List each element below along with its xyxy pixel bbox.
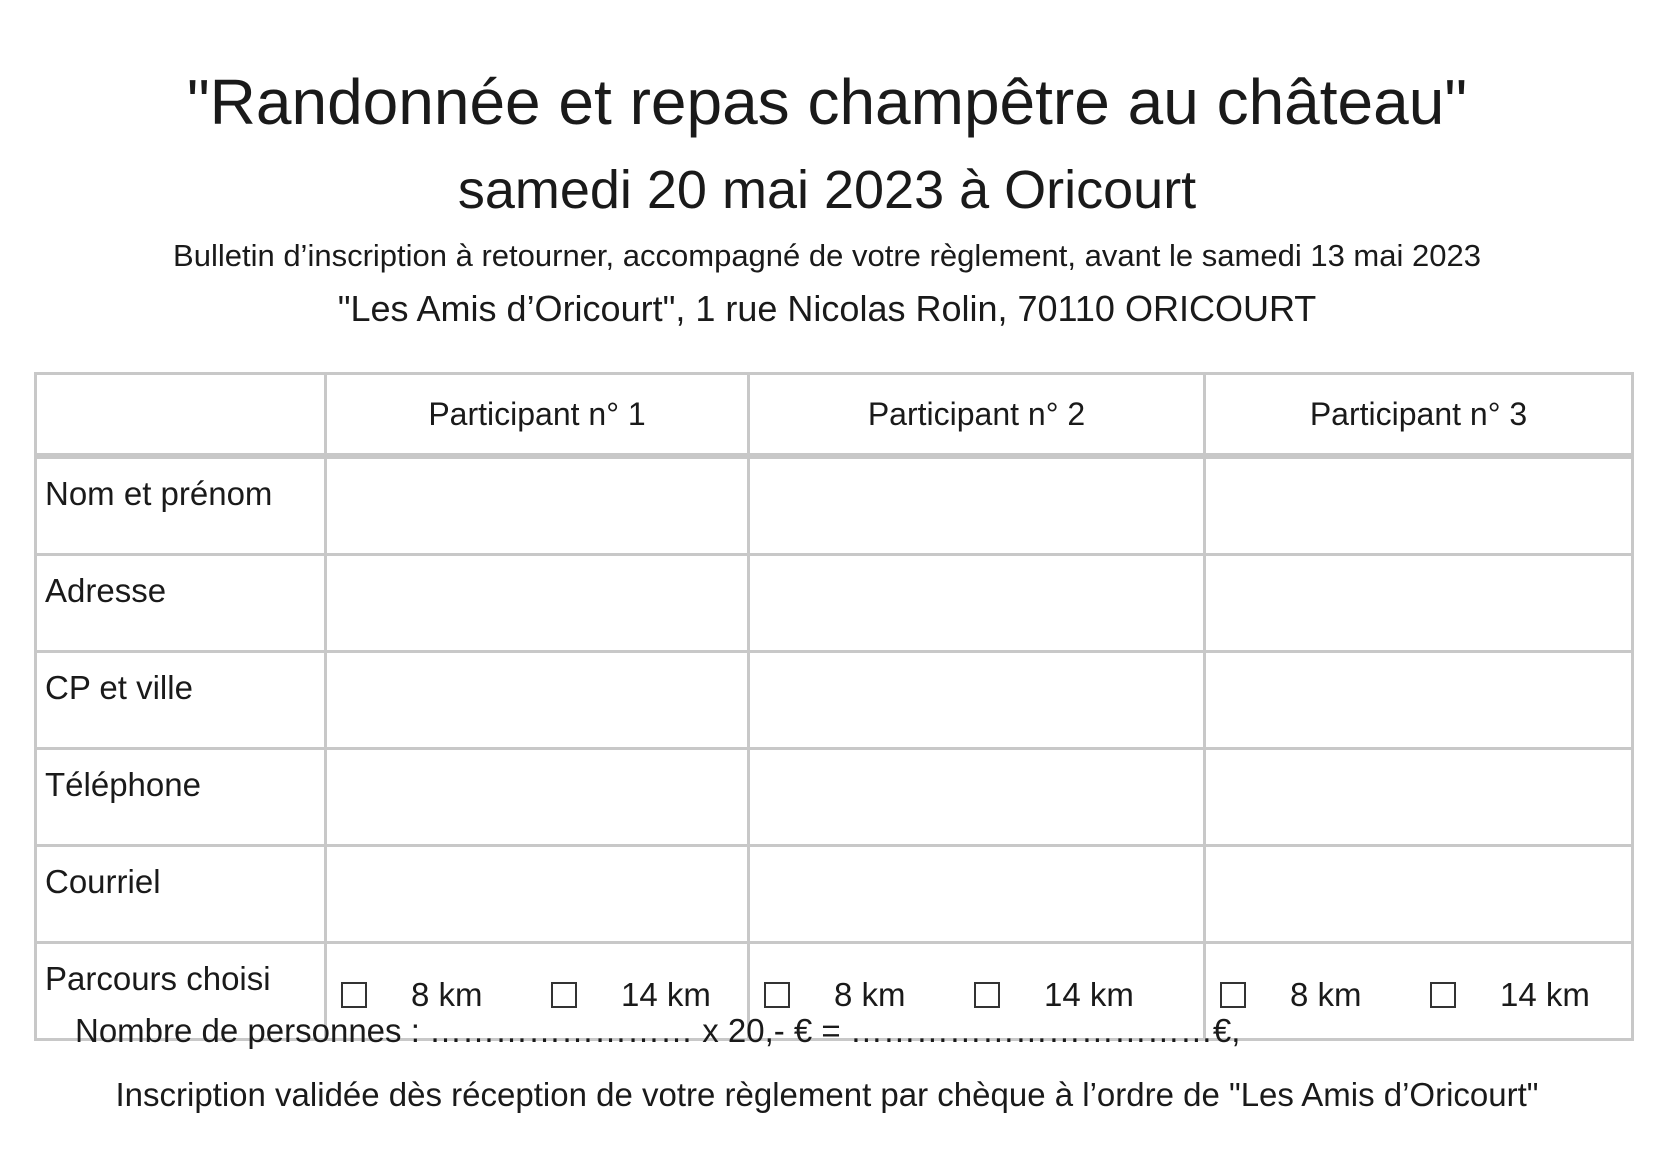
header-row xyxy=(36,374,1633,457)
event-date: samedi 20 mai 2023 à Oricourt xyxy=(457,160,1197,220)
checkbox-14km-participant-2[interactable] xyxy=(974,982,1000,1008)
adresse-field-participant-3[interactable] xyxy=(1205,555,1633,652)
nom-field-participant-3[interactable] xyxy=(1205,456,1633,555)
column-header-participant-3: Participant n° 3 xyxy=(1205,374,1633,457)
table-row xyxy=(36,749,1633,846)
checkbox-14km-participant-1[interactable] xyxy=(551,982,577,1008)
nom-field-participant-2[interactable] xyxy=(749,456,1205,555)
column-header-participant-2: Participant n° 2 xyxy=(749,374,1205,457)
payment-note: Inscription validée dès réception de votre règlement par chèque à l’ordre de "Les Amis d’Oricourt" xyxy=(115,1076,1539,1113)
instructions-text: Bulletin d’inscription à retourner, accompagné de votre règlement, avant le samedi 13 mai 2023 xyxy=(173,238,1481,273)
cp-ville-field-participant-1[interactable] xyxy=(326,652,749,749)
corner-cell xyxy=(36,374,326,457)
row-label-parcours: Parcours choisi xyxy=(36,943,326,1040)
cp-ville-field-participant-2[interactable] xyxy=(749,652,1205,749)
table-row xyxy=(36,846,1633,943)
row-label-cp-ville: CP et ville xyxy=(36,652,326,749)
row-label-nom: Nom et prénom xyxy=(36,456,326,555)
option-label-8km: 8 km xyxy=(1290,976,1362,1013)
row-label-telephone: Téléphone xyxy=(36,749,326,846)
parcours-cell-participant-3 xyxy=(1205,943,1633,1040)
telephone-field-participant-3[interactable] xyxy=(1205,749,1633,846)
total-calculation-line: Nombre de personnes : …………………… x 20,- € = ……………………………€, xyxy=(75,1012,1241,1049)
return-address: "Les Amis d’Oricourt", 1 rue Nicolas Rolin, 70110 ORICOURT xyxy=(337,288,1317,329)
nom-field-participant-1[interactable] xyxy=(326,456,749,555)
courriel-field-participant-3[interactable] xyxy=(1205,846,1633,943)
option-label-8km: 8 km xyxy=(411,976,483,1013)
checkbox-8km-participant-3[interactable] xyxy=(1220,982,1246,1008)
page-title: "Randonnée et repas champêtre au château" xyxy=(186,66,1468,138)
table-row xyxy=(36,652,1633,749)
row-label-courriel: Courriel xyxy=(36,846,326,943)
checkbox-8km-participant-2[interactable] xyxy=(764,982,790,1008)
registration-table xyxy=(34,372,1634,1041)
cp-ville-field-participant-3[interactable] xyxy=(1205,652,1633,749)
courriel-field-participant-2[interactable] xyxy=(749,846,1205,943)
option-label-14km: 14 km xyxy=(1500,976,1590,1013)
adresse-field-participant-1[interactable] xyxy=(326,555,749,652)
option-label-14km: 14 km xyxy=(1044,976,1134,1013)
table-row xyxy=(36,555,1633,652)
checkbox-8km-participant-1[interactable] xyxy=(341,982,367,1008)
row-label-adresse: Adresse xyxy=(36,555,326,652)
table-row xyxy=(36,456,1633,555)
column-header-participant-1: Participant n° 1 xyxy=(326,374,749,457)
courriel-field-participant-1[interactable] xyxy=(326,846,749,943)
adresse-field-participant-2[interactable] xyxy=(749,555,1205,652)
option-label-8km: 8 km xyxy=(834,976,906,1013)
option-label-14km: 14 km xyxy=(621,976,711,1013)
checkbox-14km-participant-3[interactable] xyxy=(1430,982,1456,1008)
telephone-field-participant-2[interactable] xyxy=(749,749,1205,846)
telephone-field-participant-1[interactable] xyxy=(326,749,749,846)
